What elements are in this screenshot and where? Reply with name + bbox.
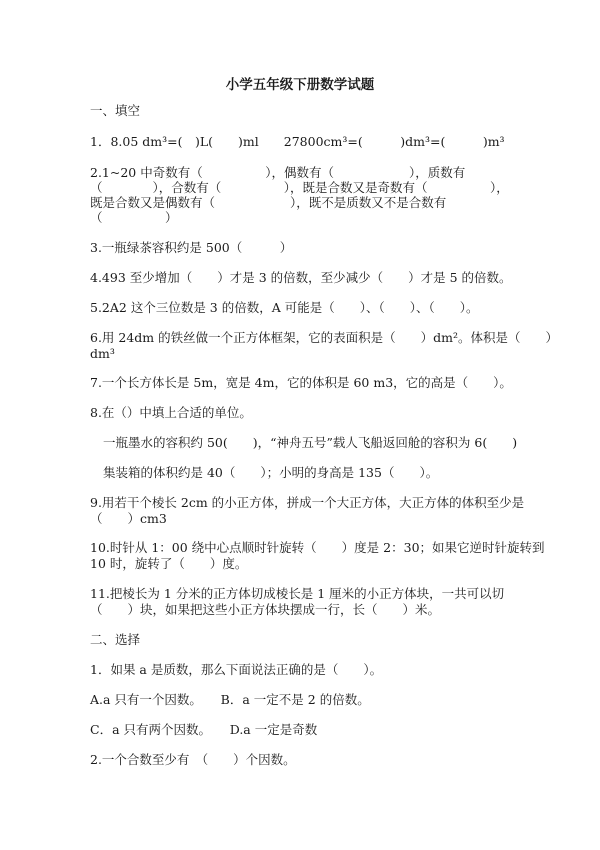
question-9-line-1: 9.用若干个棱长 2cm 的小正方体，拼成一个大正方体，大正方体的体积至少是 (90, 495, 525, 510)
question-2-line-2: （ ），合数有（ ），既是合数又是奇数有（ ）， (90, 180, 509, 195)
question-8: 8.在（）中填上合适的单位。 (90, 405, 252, 420)
question-2-line-3: 既是合数又是偶数有（ ），既不是质数又不是合数有 (90, 195, 447, 210)
question-11-line-1: 11.把棱长为 1 分米的正方体切成棱长是 1 厘米的小正方体块，一共可以切 (90, 586, 505, 601)
question-9-line-2: （ ）cm3 (90, 511, 167, 526)
question-1: 1．8.05 dm³=( )L( )ml 27800cm³=( )dm³=( )m³ (90, 134, 505, 149)
question-6-line-2: dm³ (90, 346, 115, 361)
choice-question-2: 2.一个合数至少有 （ ）个因数。 (90, 752, 296, 767)
question-8-item-1: 一瓶墨水的容积约 50( )，“神舟五号”载人飞船返回舱的容积为 6( ) (103, 435, 518, 450)
question-4: 4.493 至少增加（ ）才是 3 的倍数，至少减少（ ）才是 5 的倍数。 (90, 270, 512, 285)
section-heading-fill: 一、填空 (90, 103, 141, 118)
question-5: 5.2A2 这个三位数是 3 的倍数，A 可能是（ ）、（ ）、（ ）。 (90, 300, 479, 315)
question-11-line-2: （ ）块，如果把这些小正方体块摆成一行，长（ ）米。 (90, 602, 441, 617)
question-2-line-1: 2.1~20 中奇数有（ ），偶数有（ ），质数有 (90, 165, 466, 180)
choice-question-1: 1．如果 a 是质数，那么下面说法正确的是（ ）。 (90, 662, 383, 677)
page-title: 小学五年级下册数学试题 (225, 77, 375, 93)
question-10-line-1: 10.时针从 1：00 绕中心点顺时针旋转（ ）度是 2：30；如果它逆时针旋转到 (90, 540, 545, 555)
choice-options-cd: C．a 只有两个因数。 D.a 一定是奇数 (90, 722, 318, 737)
question-3: 3.一瓶绿茶容积约是 500（ ） (90, 240, 293, 255)
choice-options-ab: A.a 只有一个因数。 B．a 一定不是 2 的倍数。 (90, 692, 370, 707)
question-6-line-1: 6.用 24dm 的铁丝做一个正方体框架，它的表面积是（ ）dm²。体积是（ ） (90, 330, 559, 345)
question-8-item-2: 集装箱的体积约是 40（ ）；小明的身高是 135（ ）。 (103, 465, 439, 480)
section-heading-choice: 二、选择 (90, 632, 141, 647)
question-2-line-4: （ ） (90, 210, 178, 225)
question-7: 7.一个长方体长是 5m，宽是 4m，它的体积是 60 m3，它的高是（ ）。 (90, 375, 512, 390)
question-10-line-2: 10 时，旋转了（ ）度。 (90, 556, 248, 571)
